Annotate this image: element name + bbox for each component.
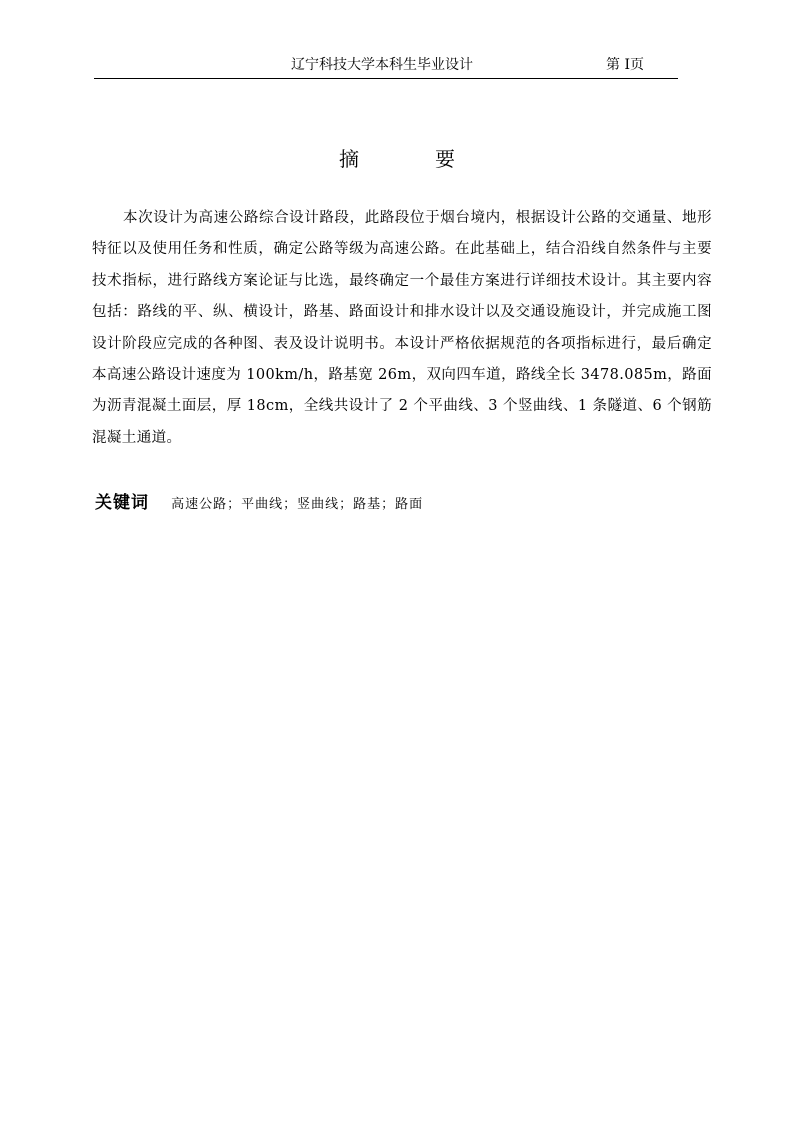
page-header [94, 54, 678, 79]
keywords-line [95, 491, 423, 517]
keywords-label: 关键词 [95, 493, 149, 513]
header-page-number: 第 I页 [606, 57, 644, 73]
keywords-text: 高速公路；平曲线；竖曲线；路基；路面 [171, 497, 424, 512]
abstract-body: 本次设计为高速公路综合设计路段，此路段位于烟台境内，根据设计公路的交通量、地形特征以及使用任务和性质，确定公路等级为高速公路。在此基础上，结合沿线自然条件与主要技术指标，进行路线方案论证与比选，最终确定一个最佳方案进行详细技术设计。其主要内容包括：路线的平、纵、横设计，路基、路面设计和排水设计以及交通设施设计，并完成施工图设计阶段应完成的各种图、表及设计说明书。本设计严格依据规范的各项指标进行，最后确定本高速公路设计速度为 100km/h，路基宽 26m，双向四车道，路线全长 3478.085m，路面为沥青混凝土面层，厚 18cm，全线共设计了 2 个平曲线、3 个竖曲线、1 条隧道、6 个钢筋混凝土通道。 [92, 210, 712, 446]
header-title: 辽宁科技大学本科生毕业设计 [291, 57, 473, 73]
abstract-heading: 摘 要 [339, 147, 483, 171]
